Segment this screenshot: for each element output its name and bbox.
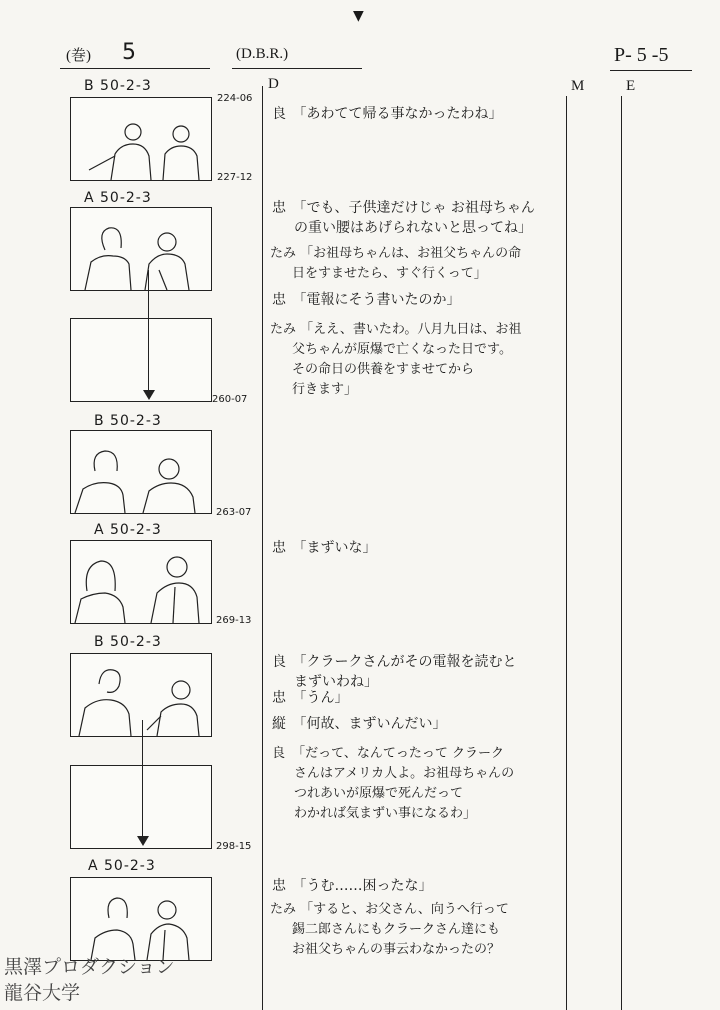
timecode: 269-13 (216, 615, 252, 626)
dialogue-text: 「お祖母ちゃんは、お祖父ちゃんの命 (300, 246, 522, 261)
dialogue-text: 行きます」 (292, 382, 358, 397)
dialogue-text: 「でも、子供達だけじゃ お祖母ちゃん (292, 200, 535, 216)
dialogue-text: つれあいが原爆で死んだって (294, 786, 464, 801)
storyboard-frame (70, 318, 212, 402)
speaker-name: たみ (270, 246, 297, 261)
frame-sketch (71, 541, 211, 623)
watermark-line: 龍谷大学 (4, 982, 81, 1004)
dialogue-text: 「何故、まずいんだい」 (292, 716, 447, 732)
reel-number: 5 (122, 40, 136, 65)
dialogue-line (270, 320, 521, 400)
dialogue-line (272, 688, 348, 708)
timecode: 224-06 (217, 93, 253, 104)
speaker-name: たみ (270, 322, 297, 337)
dialogue-text: わかれば気まずい事になるわ」 (294, 806, 477, 821)
speaker-name: 忠 (272, 878, 286, 894)
continuation-arrow-line (148, 270, 149, 396)
dialogue-text: 「うむ……困ったな」 (292, 878, 433, 894)
storyboard-frame (70, 97, 212, 181)
continuation-arrow-line (142, 720, 143, 842)
dialogue-text: まずいわね」 (294, 674, 378, 690)
dialogue-text: 「すると、お父さん、向うへ行って (300, 902, 509, 917)
script-type-underline (232, 68, 362, 69)
timecode: 263-07 (216, 507, 252, 518)
storyboard-frame (70, 653, 212, 737)
speaker-name: たみ (270, 902, 297, 917)
timecode: 227-12 (217, 172, 253, 183)
cut-label: A 50-2-3 (84, 190, 152, 206)
speaker-name: 縦 (272, 716, 286, 732)
speaker-name: 忠 (272, 292, 286, 308)
dialogue-line (272, 652, 516, 692)
dialogue-line (272, 198, 535, 238)
dialogue-text: その命日の供養をすませてから (292, 362, 475, 377)
dialogue-line (272, 538, 376, 558)
dialogue-line (272, 714, 446, 734)
dialogue-text: の重い腰はあげられないと思ってね」 (294, 220, 532, 236)
dialogue-text: お祖父ちゃんの事云わなかったの？ (292, 942, 501, 957)
dialogue-text: 「あわてて帰る事なかったわね」 (292, 106, 503, 122)
dialogue-text: 「まずいな」 (292, 540, 377, 556)
divider-m (566, 96, 567, 1010)
speaker-name: 良 (272, 106, 286, 122)
dialogue-text: 「ええ、書いたわ。八月九日は、お祖 (300, 322, 522, 337)
frame-sketch (71, 878, 211, 960)
cut-label: B 50-2-3 (94, 634, 162, 650)
divider-d (262, 86, 263, 1010)
dialogue-text: 「電報にそう書いたのか」 (292, 292, 461, 308)
timecode: 298-15 (216, 841, 252, 852)
reel-label: (巻) (66, 48, 91, 64)
column-e-heading: E (626, 78, 636, 94)
dialogue-text: 錫二郎さんにもクラークさん達にも (292, 922, 501, 937)
dialogue-line (272, 744, 514, 824)
dialogue-text: 「だって、なんてったって クラーク (292, 746, 505, 761)
column-d-heading: D (268, 76, 279, 92)
frame-sketch (71, 654, 211, 736)
frame-sketch (71, 431, 211, 513)
storyboard-frame (70, 540, 212, 624)
speaker-name: 良 (272, 746, 286, 761)
timecode: 260-07 (212, 394, 248, 405)
page-ref-underline (610, 70, 692, 71)
column-m-heading: M (571, 78, 585, 94)
arrow-head-icon (137, 836, 149, 846)
dialogue-text: 「うん」 (292, 690, 349, 706)
watermark-line: 黒澤プロダクション (4, 956, 175, 978)
frame-sketch (71, 208, 211, 290)
reel-underline (60, 68, 210, 69)
dialogue-text: さんはアメリカ人よ。お祖母ちゃんの (294, 766, 515, 781)
speaker-name: 忠 (272, 540, 286, 556)
cut-label: A 50-2-3 (88, 858, 156, 874)
top-marker: ▼ (353, 8, 364, 24)
speaker-name: 良 (272, 654, 286, 670)
storyboard-frame (70, 430, 212, 514)
dialogue-line (270, 244, 521, 284)
storyboard-frame (70, 207, 212, 291)
dialogue-line (272, 876, 432, 896)
page-ref: P- 5 -5 (614, 44, 669, 66)
dialogue-text: 「クラークさんがその電報を読むと (292, 654, 517, 670)
frame-sketch (71, 98, 211, 180)
divider-e (621, 96, 622, 1010)
dialogue-text: 父ちゃんが原爆で亡くなった日です。 (292, 342, 512, 357)
dialogue-line (270, 900, 509, 960)
cut-label: B 50-2-3 (94, 413, 162, 429)
dialogue-line (272, 104, 502, 124)
storyboard-frame (70, 877, 212, 961)
archive-watermark (4, 954, 175, 1006)
speaker-name: 忠 (272, 690, 286, 706)
script-type: (D.B.R.) (236, 46, 289, 62)
speaker-name: 忠 (272, 200, 286, 216)
cut-label: B 50-2-3 (84, 78, 152, 94)
cut-label: A 50-2-3 (94, 522, 162, 538)
dialogue-line (272, 290, 460, 310)
arrow-head-icon (143, 390, 155, 400)
dialogue-text: 日をすませたら、すぐ行くって」 (292, 266, 487, 281)
